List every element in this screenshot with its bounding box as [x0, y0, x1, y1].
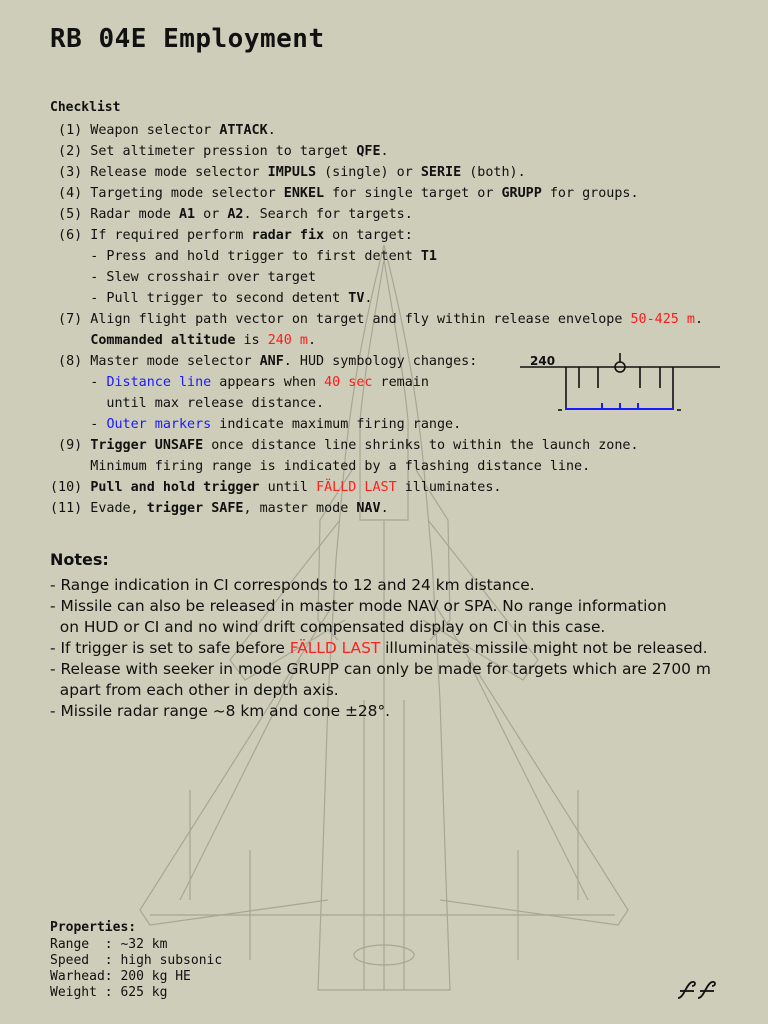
checklist-item-segment: (11) Evade, [50, 501, 147, 516]
checklist-item-segment: TV [348, 291, 365, 306]
note-line [50, 573, 711, 594]
checklist-item-segment: . Search for targets. [243, 207, 413, 222]
checklist-item-segment: (2) Set altimeter pression to target [50, 144, 357, 159]
checklist-item [50, 498, 703, 519]
checklist-item [50, 309, 703, 330]
checklist-item-segment: (4) Targeting mode selector [50, 186, 284, 201]
checklist-item-segment: - Slew crosshair over target [50, 270, 317, 285]
notes-list [50, 573, 711, 720]
checklist-item-segment: ATTACK [219, 123, 268, 138]
note-line-segment: FÄLLD LAST [289, 639, 381, 657]
checklist-item-segment: appears when [211, 375, 325, 390]
checklist-item-segment: Pull and hold trigger [90, 480, 260, 495]
checklist-item-segment: 40 sec [324, 375, 373, 390]
checklist-item-segment: . [308, 333, 317, 348]
properties-list [50, 937, 222, 1001]
checklist-item-segment: is [235, 333, 268, 348]
checklist-item-segment: (3) Release mode selector [50, 165, 268, 180]
checklist-item-segment: (7) Align flight path vector on target and fly within release envelope [50, 312, 631, 327]
checklist-item [50, 204, 703, 225]
property-line: Speed : high subsonic [50, 953, 223, 968]
checklist-item-segment: (6) If required perform [50, 228, 252, 243]
checklist-item [50, 288, 703, 309]
page-title: RB 04E Employment [50, 24, 325, 54]
checklist-item-segment: - Pull trigger to second detent [50, 291, 349, 306]
checklist-item-segment: (10) [50, 480, 91, 495]
hud-symbology-diagram [518, 348, 722, 412]
checklist-item-segment: once distance line shrinks to within the launch zone. [203, 438, 639, 453]
checklist-item-segment: radar fix [251, 228, 325, 243]
checklist-item-segment: . [364, 291, 373, 306]
checklist-heading: Checklist [50, 100, 121, 115]
checklist-item-segment [50, 333, 90, 348]
note-line [50, 636, 711, 657]
checklist-item-segment: . HUD symbology changes: [283, 354, 478, 369]
checklist-item-segment: FÄLLD LAST [316, 480, 397, 495]
note-line [50, 594, 711, 615]
checklist-item-segment: on target: [324, 228, 413, 243]
checklist-item-segment: QFE [356, 144, 381, 159]
checklist-item-segment: - [50, 375, 107, 390]
note-line-segment: on HUD or CI and no wind drift compensated display on CI in this case. [50, 618, 606, 636]
note-line [50, 615, 711, 636]
checklist-item-segment: ANF [259, 354, 284, 369]
checklist-item-segment: . [380, 144, 389, 159]
checklist-item-segment: - Press and hold trigger to first detent [50, 249, 421, 264]
properties-heading: Properties: [50, 920, 137, 935]
note-line-segment: - Range indication in CI corresponds to 12 and 24 km distance. [50, 576, 535, 594]
checklist-item-segment: illuminates. [396, 480, 502, 495]
checklist-item-segment: (1) Weapon selector [50, 123, 220, 138]
checklist-item-segment: - [50, 417, 107, 432]
hud-altitude-label: 240 [530, 354, 556, 368]
checklist-item [50, 477, 703, 498]
checklist-item-segment: Commanded altitude [90, 333, 236, 348]
checklist-item [50, 414, 703, 435]
checklist-item-segment: (single) or [316, 165, 421, 180]
checklist-item-segment: SERIE [420, 165, 462, 180]
checklist-item-segment: trigger SAFE [146, 501, 244, 516]
checklist-item-segment: (8) Master mode selector [50, 354, 260, 369]
note-line-segment: - Missile radar range ~8 km and cone ±28°. [50, 702, 391, 720]
property-line: Warhead: 200 kg HE [50, 969, 191, 984]
checklist-item-segment: (5) Radar mode [50, 207, 179, 222]
hud-distance-line [566, 403, 673, 409]
checklist-item-segment: (9) [50, 438, 91, 453]
notes-heading: Notes: [50, 550, 109, 569]
checklist-item-segment: until max release distance. [50, 396, 325, 411]
note-line [50, 678, 711, 699]
property-line: Weight : 625 kg [50, 985, 168, 1000]
note-line-segment: - Missile can also be released in master mode NAV or SPA. No range information [50, 597, 667, 615]
checklist-item [50, 267, 703, 288]
checklist-item-segment: Outer markers [106, 417, 212, 432]
checklist-item-segment: remain [372, 375, 429, 390]
checklist-item [50, 225, 703, 246]
property-line: Range : ~32 km [50, 937, 168, 952]
checklist-item-segment: . [694, 312, 704, 327]
checklist-item-segment: for single target or [324, 186, 502, 201]
author-signature [674, 978, 724, 1002]
checklist-item-segment: GRUPP [501, 186, 542, 201]
checklist-item-segment: 240 m [267, 333, 308, 348]
checklist-item [50, 162, 703, 183]
checklist-item-segment: IMPULS [267, 165, 317, 180]
checklist-item-segment: Distance line [106, 375, 212, 390]
checklist-item-segment: , master mode [243, 501, 357, 516]
checklist-item-segment: A1 [179, 207, 196, 222]
checklist-item-segment: Minimum firing range is indicated by a flashing distance line. [50, 459, 591, 474]
checklist-item [50, 120, 703, 141]
checklist [50, 120, 703, 519]
checklist-item-segment: NAV [356, 501, 381, 516]
note-line [50, 699, 711, 720]
note-line-segment: apart from each other in depth axis. [50, 681, 339, 699]
checklist-item-segment: ENKEL [283, 186, 325, 201]
checklist-item [50, 183, 703, 204]
checklist-item-segment: . [380, 501, 389, 516]
checklist-item-segment: T1 [420, 249, 437, 264]
checklist-item-segment: A2 [227, 207, 244, 222]
checklist-item-segment: Trigger UNSAFE [90, 438, 204, 453]
checklist-item-segment: indicate maximum firing range. [211, 417, 462, 432]
checklist-item [50, 435, 703, 456]
checklist-item-segment: until [259, 480, 317, 495]
checklist-item-segment: 50-425 m [630, 312, 695, 327]
note-line-segment: - If trigger is set to safe before [50, 639, 290, 657]
note-line-segment: - Release with seeker in mode GRUPP can only be made for targets which are 2700 m [50, 660, 711, 678]
checklist-item-segment: . [267, 123, 276, 138]
checklist-item-segment: (both). [461, 165, 526, 180]
checklist-item-segment: for groups. [541, 186, 639, 201]
note-line [50, 657, 711, 678]
checklist-item [50, 246, 703, 267]
checklist-item [50, 456, 703, 477]
note-line-segment: illuminates missile might not be released. [380, 639, 708, 657]
checklist-item-segment: or [195, 207, 228, 222]
checklist-item [50, 141, 703, 162]
